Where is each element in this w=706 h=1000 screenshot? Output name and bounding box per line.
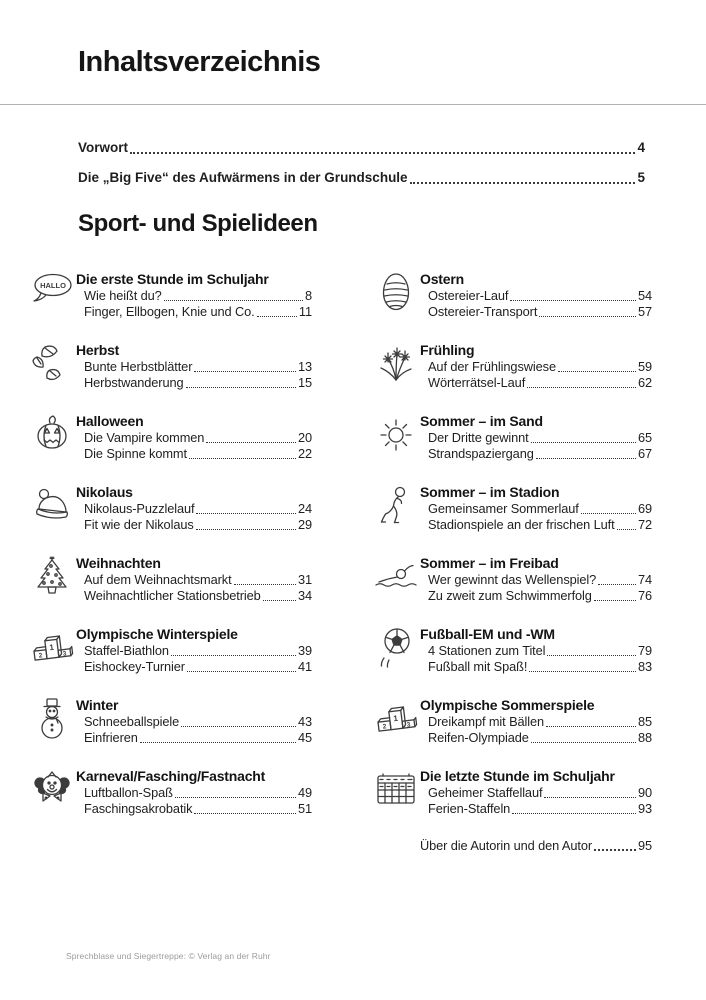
- section-title: Karneval/Fasching/Fastnacht: [76, 768, 266, 784]
- entry-label: Herbstwanderung: [84, 375, 184, 390]
- page-number: 31: [297, 572, 312, 587]
- toc-entry: [76, 359, 312, 375]
- dot-leader: [194, 371, 296, 372]
- section-text: [420, 625, 652, 675]
- page-number: 69: [637, 501, 652, 516]
- toc-section: [28, 767, 312, 817]
- dot-leader: [598, 584, 636, 585]
- entry-label: Fit wie der Nikolaus: [84, 517, 194, 532]
- toc-column-right: [372, 270, 652, 854]
- toc-entry: [76, 659, 312, 675]
- entry-label: Auf dem Weihnachtsmarkt: [84, 572, 232, 587]
- toc-section: [28, 270, 312, 320]
- page-number: 72: [637, 517, 652, 532]
- entry-label: Gemeinsamer Sommerlauf: [428, 501, 579, 516]
- dot-leader: [547, 655, 636, 656]
- entry-label: Staffel-Biathlon: [84, 643, 169, 658]
- section-title: Winter: [76, 697, 119, 713]
- section-text: [420, 412, 652, 462]
- easter-egg-icon: [372, 270, 420, 320]
- dot-leader: [558, 371, 636, 372]
- entry-label: Fußball mit Spaß!: [428, 659, 528, 674]
- toc-entry: [420, 375, 652, 391]
- page-number: 54: [637, 288, 652, 303]
- page-number: 62: [637, 375, 652, 390]
- dot-leader: [527, 387, 636, 388]
- svg-text:3: 3: [62, 650, 67, 658]
- dot-leader: [617, 529, 636, 530]
- section-title: Sommer – im Freibad: [420, 555, 559, 571]
- section-title: Olympische Winterspiele: [76, 626, 238, 642]
- toc-column-left: [28, 270, 312, 838]
- speech-bubble-icon: [28, 270, 76, 320]
- front-entry-label: Die „Big Five“ des Aufwärmens in der Grundschule: [78, 170, 408, 185]
- toc-entry: [76, 730, 312, 746]
- spring-flowers-icon: [372, 341, 420, 391]
- snowman-icon: [28, 696, 76, 746]
- toc-entry: [76, 375, 312, 391]
- toc-entry: [420, 501, 652, 517]
- dot-leader: [196, 513, 295, 514]
- page-number: 41: [297, 659, 312, 674]
- dot-leader: [544, 797, 636, 798]
- entry-label: Weihnachtlicher Stationsbetrieb: [84, 588, 261, 603]
- dot-leader: [206, 442, 296, 443]
- svg-text:HALLO: HALLO: [40, 281, 66, 290]
- section-text: [76, 341, 312, 391]
- toc-entry: [76, 785, 312, 801]
- section-text: [420, 270, 652, 320]
- front-entry: [78, 169, 645, 187]
- entry-label: 4 Stationen zum Titel: [428, 643, 546, 658]
- winners-podium-icon: [372, 696, 420, 746]
- soccer-ball-icon: [372, 625, 420, 675]
- toc-section: [372, 341, 652, 391]
- front-entry-page: 5: [637, 170, 645, 185]
- entry-label: Bunte Herbstblätter: [84, 359, 193, 374]
- toc-entry: [420, 446, 652, 462]
- front-entry: [78, 139, 645, 157]
- section-text: [76, 270, 312, 320]
- toc-entry: [76, 501, 312, 517]
- toc-entry: [420, 659, 652, 675]
- entry-label: Luftballon-Spaß: [84, 785, 173, 800]
- toc-section: [28, 412, 312, 462]
- dot-leader: [263, 600, 296, 601]
- page-number: 11: [298, 304, 312, 319]
- toc-entry: [76, 430, 312, 446]
- closing-entry: [420, 838, 652, 854]
- dot-leader: [140, 742, 296, 743]
- section-text: [76, 696, 312, 746]
- section-title: Halloween: [76, 413, 144, 429]
- entry-label: Ferien-Staffeln: [428, 801, 511, 816]
- section-text: [76, 625, 312, 675]
- svg-text:1: 1: [48, 642, 55, 653]
- toc-section: [28, 341, 312, 391]
- entry-label: Strandspaziergang: [428, 446, 534, 461]
- page-number: 88: [637, 730, 652, 745]
- toc-section: [372, 483, 652, 533]
- entry-label: Zu zweit zum Schwimmerfolg: [428, 588, 592, 603]
- entry-label: Ostereier-Lauf: [428, 288, 509, 303]
- toc-entry: [76, 643, 312, 659]
- page-number: 39: [297, 643, 312, 658]
- entry-label: Eishockey-Turnier: [84, 659, 185, 674]
- page-number: 22: [297, 446, 312, 461]
- page-number: 95: [637, 838, 652, 853]
- dot-leader: [234, 584, 296, 585]
- toc-entry: [76, 572, 312, 588]
- page-number: 51: [297, 801, 312, 816]
- section-text: [76, 767, 312, 817]
- svg-text:2: 2: [382, 723, 387, 731]
- section-title: Fußball-EM und -WM: [420, 626, 555, 642]
- toc-entry: [420, 572, 652, 588]
- toc-entry: [76, 517, 312, 533]
- entry-label: Wörterrätsel-Lauf: [428, 375, 526, 390]
- autumn-leaves-icon: [28, 341, 76, 391]
- footer-credit: Sprechblase und Siegertreppe: © Verlag an der Ruhr: [66, 951, 271, 961]
- section-text: [420, 341, 652, 391]
- toc-section: [372, 412, 652, 462]
- page-number: 8: [304, 288, 312, 303]
- section-text: [76, 554, 312, 604]
- pumpkin-icon: [28, 412, 76, 462]
- page-number: 13: [297, 359, 312, 374]
- section-text: [76, 412, 312, 462]
- svg-text:2: 2: [38, 652, 43, 660]
- front-matter: [78, 139, 645, 199]
- section-text: [76, 483, 312, 533]
- dot-leader: [164, 300, 303, 301]
- svg-text:1: 1: [392, 713, 399, 724]
- toc-entry: [420, 288, 652, 304]
- toc-entry: [420, 430, 652, 446]
- front-entry-label: Vorwort: [78, 140, 128, 155]
- calendar-icon: [372, 767, 420, 817]
- page-number: 74: [637, 572, 652, 587]
- christmas-tree-icon: [28, 554, 76, 604]
- santa-hat-icon: [28, 483, 76, 533]
- dot-leader: [130, 152, 635, 154]
- toc-entry: [76, 801, 312, 817]
- toc-entry: [420, 643, 652, 659]
- sun-icon: [372, 412, 420, 462]
- toc-section: [372, 767, 652, 817]
- page-number: 49: [297, 785, 312, 800]
- entry-label: Dreikampf mit Bällen: [428, 714, 545, 729]
- toc-section: [28, 554, 312, 604]
- swimmer-icon: [372, 554, 420, 604]
- section-text: [420, 554, 652, 604]
- dot-leader: [512, 813, 636, 814]
- winners-podium-icon: [28, 625, 76, 675]
- entry-label: Über die Autorin und den Autor: [420, 838, 593, 853]
- entry-label: Der Dritte gewinnt: [428, 430, 529, 445]
- section-title: Sommer – im Sand: [420, 413, 543, 429]
- page-number: 90: [637, 785, 652, 800]
- page-number: 34: [297, 588, 312, 603]
- page-number: 93: [637, 801, 652, 816]
- svg-text:3: 3: [406, 721, 411, 729]
- page-number: 29: [297, 517, 312, 532]
- dot-leader: [581, 513, 636, 514]
- page-number: 15: [297, 375, 312, 390]
- dot-leader: [189, 458, 296, 459]
- toc-entry: [76, 446, 312, 462]
- dot-leader: [196, 529, 296, 530]
- section-title: Die letzte Stunde im Schuljahr: [420, 768, 615, 784]
- page-title: Inhaltsverzeichnis: [78, 46, 321, 78]
- entry-label: Wie heißt du?: [84, 288, 162, 303]
- dot-leader: [546, 726, 636, 727]
- dot-leader: [510, 300, 636, 301]
- toc-section: [28, 625, 312, 675]
- toc-entry: [76, 714, 312, 730]
- section-title: Olympische Sommerspiele: [420, 697, 595, 713]
- entry-label: Reifen-Olympiade: [428, 730, 529, 745]
- dot-leader: [531, 742, 636, 743]
- page-number: 45: [297, 730, 312, 745]
- section-title: Herbst: [76, 342, 120, 358]
- toc-section: [372, 696, 652, 746]
- entry-label: Wer gewinnt das Wellenspiel?: [428, 572, 597, 587]
- section-title: Frühling: [420, 342, 475, 358]
- dot-leader: [194, 813, 296, 814]
- page-number: 24: [297, 501, 312, 516]
- runner-icon: [372, 483, 420, 533]
- dot-leader: [536, 458, 636, 459]
- toc-entry: [420, 517, 652, 533]
- entry-label: Nikolaus-Puzzlelauf: [84, 501, 195, 516]
- title-divider: [0, 104, 706, 105]
- dot-leader: [171, 655, 296, 656]
- front-entry-page: 4: [637, 140, 645, 155]
- entry-label: Die Vampire kommen: [84, 430, 205, 445]
- dot-leader: [539, 316, 636, 317]
- dot-leader: [594, 849, 636, 851]
- entry-label: Stadionspiele an der frischen Luft: [428, 517, 615, 532]
- dot-leader: [410, 182, 636, 184]
- toc-entry: [420, 730, 652, 746]
- page-number: 83: [637, 659, 652, 674]
- toc-entry: [420, 785, 652, 801]
- page-number: 57: [637, 304, 652, 319]
- page-number: 79: [637, 643, 652, 658]
- entry-label: Geheimer Staffellauf: [428, 785, 543, 800]
- toc-section: [28, 696, 312, 746]
- page-number: 59: [637, 359, 652, 374]
- toc-entry: [420, 801, 652, 817]
- toc-entry: [420, 359, 652, 375]
- toc-section: [372, 554, 652, 604]
- section-title: Ostern: [420, 271, 464, 287]
- section-text: [420, 483, 652, 533]
- section-title: Die erste Stunde im Schuljahr: [76, 271, 269, 287]
- entry-label: Einfrieren: [84, 730, 138, 745]
- toc-entry: [420, 304, 652, 320]
- page-number: 85: [637, 714, 652, 729]
- toc-entry: [76, 588, 312, 604]
- page-number: 67: [637, 446, 652, 461]
- dot-leader: [531, 442, 636, 443]
- entry-label: Die Spinne kommt: [84, 446, 187, 461]
- dot-leader: [257, 316, 297, 317]
- dot-leader: [529, 671, 636, 672]
- entry-label: Faschingsakrobatik: [84, 801, 193, 816]
- section-text: [420, 696, 652, 746]
- toc-entry: [420, 588, 652, 604]
- dot-leader: [186, 387, 296, 388]
- page-number: 20: [297, 430, 312, 445]
- entry-label: Auf der Frühlingswiese: [428, 359, 556, 374]
- dot-leader: [187, 671, 296, 672]
- toc-entry: [76, 304, 312, 320]
- section-title: Sommer – im Stadion: [420, 484, 560, 500]
- entry-label: Schneeballspiele: [84, 714, 180, 729]
- toc-section: [28, 483, 312, 533]
- page-number: 76: [637, 588, 652, 603]
- toc-entry: [420, 714, 652, 730]
- entry-label: Ostereier-Transport: [428, 304, 538, 319]
- toc-entry: [76, 288, 312, 304]
- page-number: 43: [297, 714, 312, 729]
- section-title: Weihnachten: [76, 555, 161, 571]
- section-heading: Sport- und Spielideen: [78, 210, 318, 237]
- dot-leader: [175, 797, 296, 798]
- toc-section: [372, 270, 652, 320]
- section-text: [420, 767, 652, 817]
- entry-label: Finger, Ellbogen, Knie und Co.: [84, 304, 255, 319]
- page-number: 65: [637, 430, 652, 445]
- dot-leader: [181, 726, 296, 727]
- section-title: Nikolaus: [76, 484, 133, 500]
- clown-icon: [28, 767, 76, 817]
- toc-section: [372, 625, 652, 675]
- dot-leader: [594, 600, 636, 601]
